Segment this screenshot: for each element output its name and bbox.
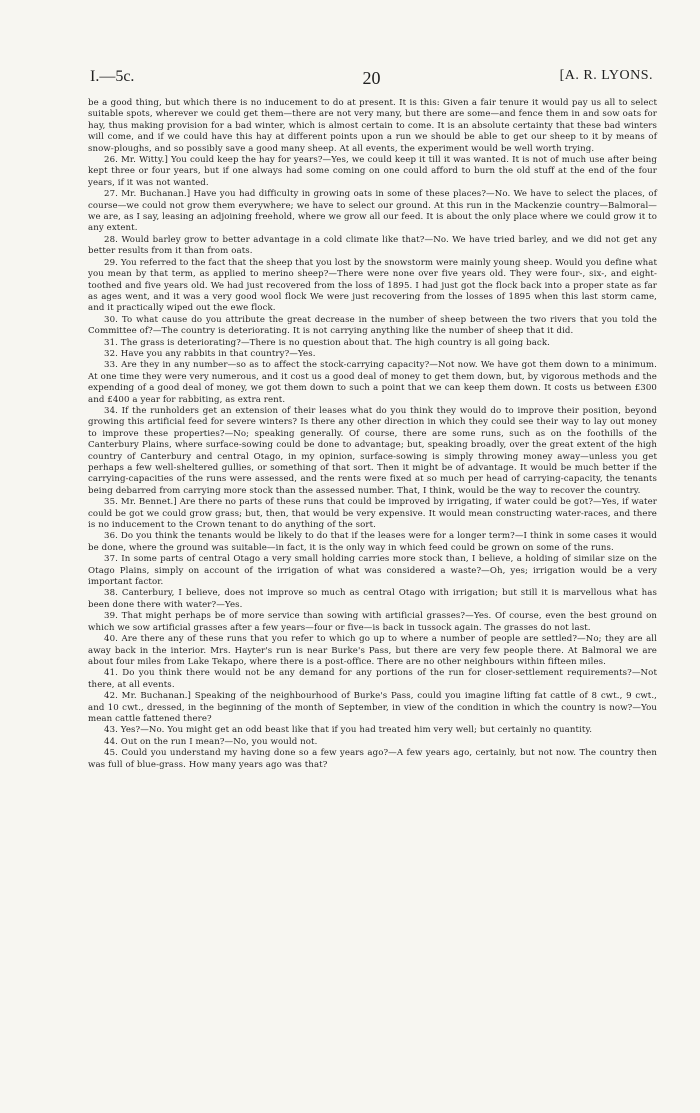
- question-42: 42. Mr. Buchanan.] Speaking of the neighbourhood of Burke's Pass, could you imagine lifting fat cattle of 8 cwt., 9 cwt., and 10 cwt., dressed, in the beginning of the month of September, in view of the condition in which the country is now?—You mean cattle fattened there?: [88, 691, 657, 724]
- page-number: 20: [362, 68, 381, 88]
- question-39: 39. That might perhaps be of more service than sowing with artificial grasses?—Yes. Of course, even the best ground on which we sow artificial grasses after a few years—four or five—is back in tussock again. The grasses do not last.: [88, 611, 657, 633]
- question-30: 30. To what cause do you attribute the great decrease in the number of sheep between the two rivers that you told the Committee of?—The country is deteriorating. It is not carrying anything like the number of sheep that it did.: [88, 314, 657, 337]
- question-36: 36. Do you think the tenants would be likely to do that if the leases were for a longer term?—I think in some cases it would be done, where the ground was suitable—in fact, it is the only way in which feed could be grown on some of the runs.: [88, 531, 657, 553]
- question-26: 26. Mr. Witty.] You could keep the hay for years?—Yes, we could keep it till it was wanted. It is not of much use after being kept three or four years, but if one always had some coming on one could afford to burn the old stuff at the end of the four years, if it was not wanted.: [88, 155, 657, 188]
- question-41: 41. Do you think there would not be any demand for any portions of the run for closer-settlement requirements?—Not there, at all events.: [88, 668, 657, 690]
- question-32: 32. Have you any rabbits in that country?—Yes.: [104, 348, 316, 359]
- document-reference: I.—5c.: [90, 68, 135, 85]
- question-35: 35. Mr. Bennet.] Are there no parts of these runs that could be improved by irrigating, if water could be got?—Yes, if water could be got we could grow grass; but, then, that would be very expensive. It would mean constructing water-races, and there is no inducement to the Crown tenant to do anything of the sort.: [88, 497, 657, 531]
- question-31: 31. The grass is deteriorating?—There is no question about that. The high country is all going back.: [104, 337, 550, 348]
- question-33: 33. Are they in any number—so as to affect the stock-carrying capacity?—Not now. We have got them down to a minimum. At one time they were very numerous, and it cost us a good deal of money to get them down, but, by vigorous methods and the expending of a good deal of money, we got them down to such a point that we can keep them down. It costs us between £300 and £400 a year for rabbiting, as extra rent.: [88, 360, 657, 405]
- question-44: 44. Out on the run I mean?—No, you would not.: [104, 736, 318, 747]
- question-37: 37. In some parts of central Otago a very small holding carries more stock than, I believe, a holding of similar size on the Otago Plains, simply on account of the irrigation of what was considered a waste?—Oh, yes; irrigation would be a very important factor.: [88, 554, 657, 588]
- witness-name: [A. R. LYONS.: [559, 68, 653, 83]
- paragraph-continuation: be a good thing, but which there is no inducement to do at present. It is this: Given a fair tenure it would pay us all to select suitable spots, wherever we could get them—there are not very many, but there are some—and fence them in and sow oats for hay, thus making provision for a bad winter, which is almost certain to come. It is an absolute certainty that these bad winters will come, and if we could have this hay at different points upon a run we should be able to get our sheep to it by means of snow-ploughs, and so possibly save a good many sheep. At all events, the experiment would be well worth trying.: [88, 98, 657, 154]
- document-body: [88, 98, 657, 771]
- question-29: 29. You referred to the fact that the sheep that you lost by the snowstorm were mainly young sheep. Would you define what you mean by that term, as applied to merino sheep?—There were none over five years old. They were four-, six-, and eight-toothed and five years old. We had just recovered from the loss of 1895. I had just got the flock back into a proper state as far as ages went, and it was a very good wool flock We were just recovering from the losses of 1895 when this last storm came, and it practically wiped out the ewe flock.: [88, 257, 657, 314]
- question-38: 38. Canterbury, I believe, does not improve so much as central Otago with irrigation; but still it is marvellous what has been done there with water?—Yes.: [88, 588, 657, 610]
- question-27: 27. Mr. Buchanan.] Have you had difficulty in growing oats in some of these places?—No. We have to select the places, of course—we could not grow them everywhere; we have to select our ground. At this run in the Mackenzie country—Balmoral—we are, as I say, leasing an adjoining freehold, where we grow all our feed. It is about the only place where we could grow it to any extent.: [88, 189, 657, 234]
- question-43: 43. Yes?—No. You might get an odd beast like that if you had treated him very well; but certainly no quantity.: [104, 725, 593, 736]
- question-28: 28. Would barley grow to better advantage in a cold climate like that?—No. We have tried barley, and we did not get any better results from it than from oats.: [88, 234, 657, 257]
- page-header: [90, 68, 653, 92]
- question-45: 45. Could you understand my having done so a few years ago?—A few years ago, certainly, but not now. The country then was full of blue-grass. How many years ago was that?: [88, 748, 657, 770]
- question-34: 34. If the runholders get an extension of their leases what do you think they would do to improve their position, beyond growing this artificial feed for severe winters? Is there any other direction in which they could see their way to lay out money to improve these properties?—No; speaking generally. Of course, there are some runs, such as on the foothills of the Canterbury Plains, where surface-sowing could be done to advantage; but, speaking broadly, over the great extent of the high country of Canterbury and central Otago, in my opinion, surface-sowing is simply throwing money away—unless you get perhaps a few well-sheltered gullies, or something of that sort. Then it might be of advantage. It would be much better if the carrying-capacities of the runs were assessed, and the rents were fixed at so much per head of carrying-capacity, the tenants being debarred from carrying more stock than the assessed number. That, I think, would be the way to recover the country.: [88, 405, 657, 496]
- question-40: 40. Are there any of these runs that you refer to which go up to where a number of people are settled?—No; they are all away back in the interior. Mrs. Hayter's run is near Burke's Pass, but there are very few people there. At Balmoral we are about four miles from Lake Tekapo, where there is a post-office. There are no other neighbours within fifteen miles.: [88, 634, 657, 667]
